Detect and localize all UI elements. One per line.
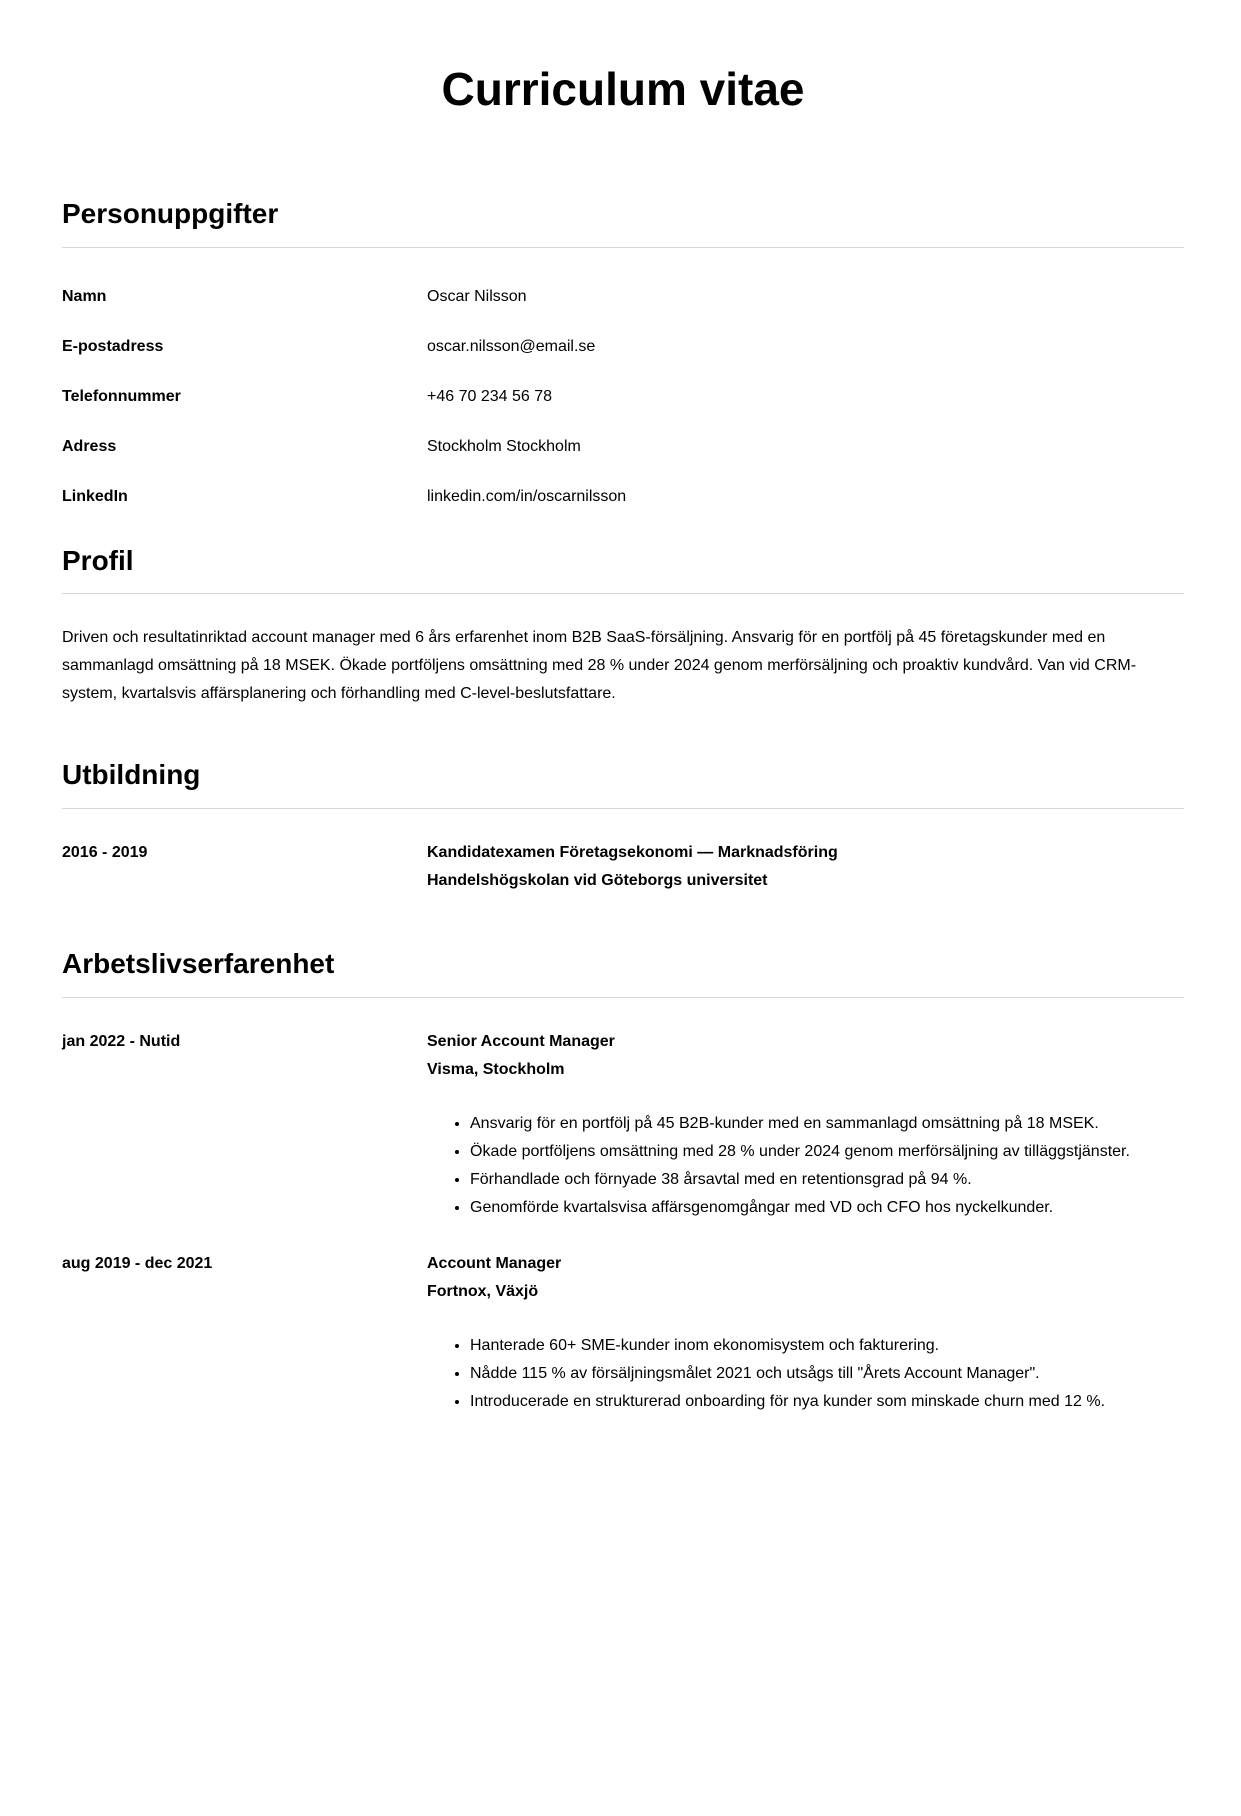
personal-row-label: Telefonnummer — [62, 387, 181, 405]
section-heading-profile: Profil — [62, 544, 134, 576]
education-details — [427, 839, 1184, 895]
experience-bullet — [470, 1138, 1184, 1166]
cv-document — [0, 62, 1241, 1476]
education-item — [62, 839, 1184, 895]
experience-bullet — [470, 1194, 1184, 1222]
experience-bullet-text: Ökade portföljens omsättning med 28 % under 2024 genom merförsäljning av tilläggstjänster. — [470, 1142, 1130, 1160]
experience-period: jan 2022 - Nutid — [62, 1032, 181, 1050]
experience-period: aug 2019 - dec 2021 — [62, 1254, 213, 1272]
experience-company: Fortnox, Växjö — [427, 1282, 539, 1300]
personal-row-value: +46 70 234 56 78 — [427, 387, 553, 405]
personal-row-value: linkedin.com/in/oscarnilsson — [427, 487, 627, 505]
personal-row-label: LinkedIn — [62, 487, 128, 505]
experience-bullet — [470, 1110, 1184, 1138]
section-profile — [62, 544, 1184, 709]
experience-company: Visma, Stockholm — [427, 1060, 565, 1078]
personal-row-value: Stockholm Stockholm — [427, 437, 581, 455]
personal-row-label: Namn — [62, 287, 107, 305]
experience-bullet — [470, 1388, 1184, 1416]
section-divider — [62, 808, 1184, 809]
experience-item — [62, 1250, 1184, 1416]
education-school: Handelshögskolan vid Göteborgs universitet — [427, 871, 768, 889]
experience-item — [62, 1028, 1184, 1222]
section-experience — [62, 947, 1184, 1416]
experience-bullet-text: Genomförde kvartalsvisa affärsgenomgångar med VD och CFO hos nyckelkunder. — [470, 1198, 1054, 1216]
personal-row — [62, 384, 1184, 410]
experience-bullet-list — [427, 1332, 1184, 1416]
experience-bullet-text: Nådde 115 % av försäljningsmålet 2021 och utsågs till "Årets Account Manager". — [470, 1364, 1040, 1382]
section-heading-experience: Arbetslivserfarenhet — [62, 947, 335, 979]
experience-bullet — [470, 1332, 1184, 1360]
education-period: 2016 - 2019 — [62, 843, 148, 861]
personal-row — [62, 434, 1184, 460]
experience-bullet — [470, 1360, 1184, 1388]
experience-bullet-list — [427, 1110, 1184, 1222]
education-degree: Kandidatexamen Företagsekonomi — Marknadsföring — [427, 843, 838, 861]
personal-row — [62, 334, 1184, 360]
experience-job-title: Account Manager — [427, 1254, 562, 1272]
section-heading-personal: Personuppgifter — [62, 198, 279, 230]
section-heading-education: Utbildning — [62, 759, 201, 791]
experience-bullet-text: Ansvarig för en portfölj på 45 B2B-kunder med en sammanlagd omsättning på 18 MSEK. — [470, 1114, 1099, 1132]
personal-rows — [62, 284, 1184, 510]
experience-bullet-text: Hanterade 60+ SME-kunder inom ekonomisystem och fakturering. — [470, 1336, 940, 1354]
page-title: Curriculum vitae — [441, 63, 805, 115]
experience-bullet — [470, 1166, 1184, 1194]
experience-details — [427, 1028, 1184, 1222]
personal-row-label: E-postadress — [62, 337, 164, 355]
personal-row — [62, 484, 1184, 510]
section-personal — [62, 197, 1184, 510]
personal-row-value: oscar.nilsson@email.se — [427, 337, 596, 355]
personal-row-label: Adress — [62, 437, 117, 455]
experience-details — [427, 1250, 1184, 1416]
experience-job-title: Senior Account Manager — [427, 1032, 615, 1050]
experience-bullet-text: Förhandlade och förnyade 38 årsavtal med en retentionsgrad på 94 %. — [470, 1170, 972, 1188]
section-divider — [62, 593, 1184, 594]
experience-bullet-text: Introducerade en strukturerad onboarding för nya kunder som minskade churn med 12 %. — [470, 1392, 1106, 1410]
profile-summary-text: Driven och resultatinriktad account manager med 6 års erfarenhet inom B2B SaaS-försäljning. Ansvarig för en portfölj på 45 företagskunder med en sammanlagd omsättning på 18 MSEK. Ökade portföljens omsättning med 28 % under 2024 genom merförsäljning och proaktiv kundvård. Van vid CRM-system, kvartalsvis affärsplanering och förhandling med C-level-beslutsfattare. — [62, 629, 1137, 703]
section-divider — [62, 997, 1184, 998]
section-education — [62, 758, 1184, 895]
section-divider — [62, 247, 1184, 248]
personal-row — [62, 284, 1184, 310]
personal-row-value: Oscar Nilsson — [427, 287, 527, 305]
